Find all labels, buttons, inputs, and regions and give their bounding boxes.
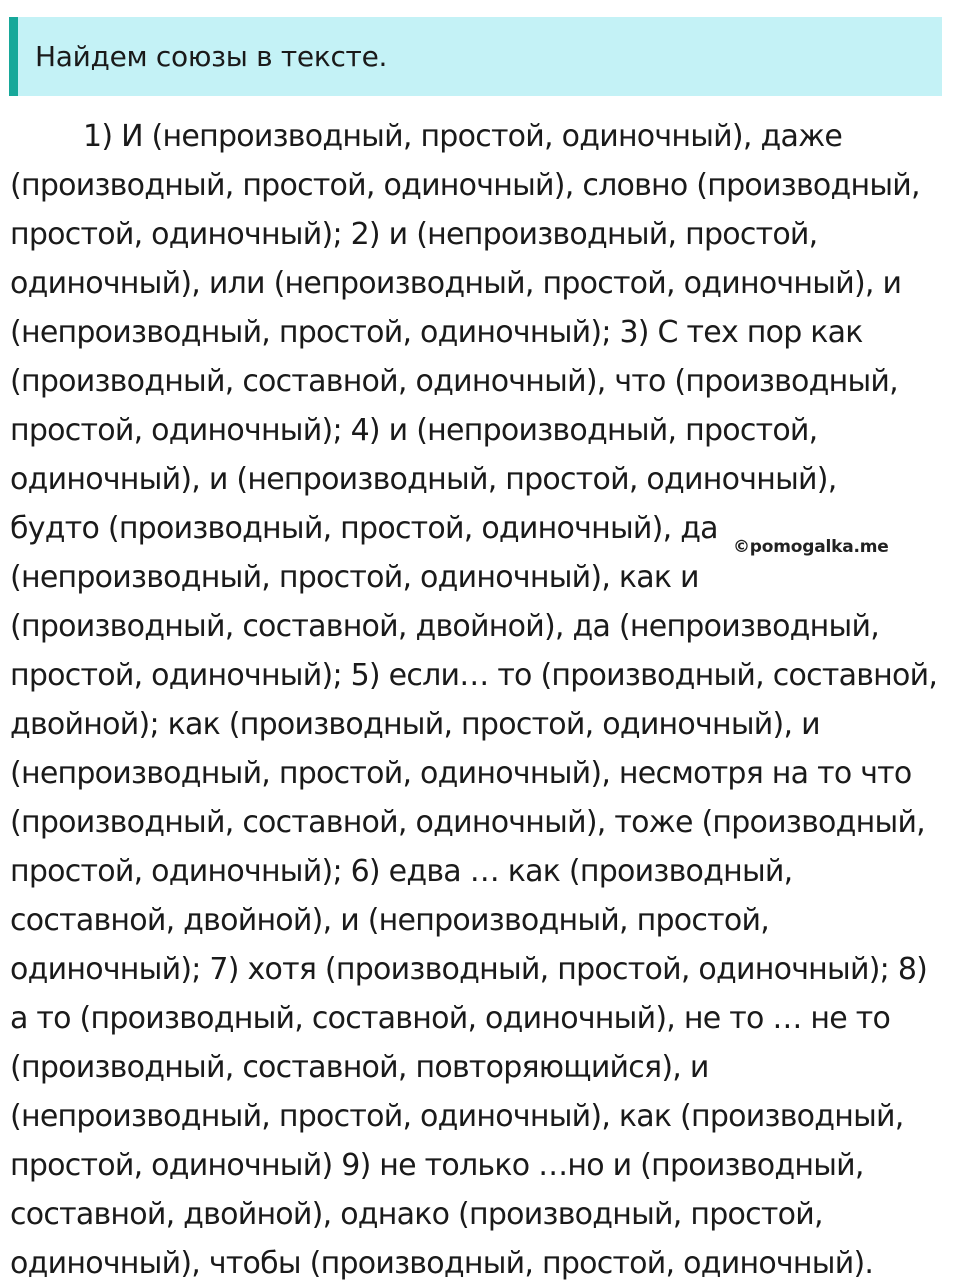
answer-line: будто (производный, простой, одиночный), да (10, 511, 718, 546)
answer-line: простой, одиночный); 4) и (непроизводный, простой, (10, 413, 818, 448)
answer-line: составной, двойной), и (непроизводный, простой, (10, 903, 769, 938)
answer-line: 1) И (непроизводный, простой, одиночный), даже (83, 119, 843, 154)
task-title: Найдем союзы в тексте. (35, 40, 388, 73)
answer-line: (производный, составной, одиночный), что (производный, (10, 364, 898, 399)
answer-line: простой, одиночный); 6) едва … как (производный, (10, 854, 793, 889)
answer-line: (производный, составной, повторяющийся), и (10, 1050, 709, 1085)
answer-line: двойной); как (производный, простой, одиночный), и (10, 707, 820, 742)
answer-text (10, 112, 955, 1288)
answer-line: (производный, составной, двойной), да (непроизводный, (10, 609, 880, 644)
answer-line: простой, одиночный) 9) не только …но и (производный, (10, 1148, 864, 1183)
answer-line: (производный, составной, одиночный), тоже (производный, (10, 805, 925, 840)
answer-line: (непроизводный, простой, одиночный), как и (10, 560, 699, 595)
answer-line: (непроизводный, простой, одиночный), несмотря на то что (10, 756, 912, 791)
answer-line: (непроизводный, простой, одиночный), как (производный, (10, 1099, 904, 1134)
watermark: ©pomogalka.me (733, 537, 889, 557)
answer-line: одиночный), и (непроизводный, простой, одиночный), (10, 462, 837, 497)
answer-line: одиночный), или (непроизводный, простой, одиночный), и (10, 266, 902, 301)
answer-line: (производный, простой, одиночный), словно (производный, (10, 168, 920, 203)
answer-line: а то (производный, составной, одиночный), не то … не то (10, 1001, 891, 1036)
answer-line: одиночный), чтобы (производный, простой, одиночный). (10, 1246, 874, 1281)
answer-line: составной, двойной), однако (производный, простой, (10, 1197, 823, 1232)
answer-line: простой, одиночный); 2) и (непроизводный, простой, (10, 217, 818, 252)
answer-line: одиночный); 7) хотя (производный, простой, одиночный); 8) (10, 952, 928, 987)
answer-line: (непроизводный, простой, одиночный); 3) С тех пор как (10, 315, 863, 350)
answer-line: простой, одиночный); 5) если… то (производный, составной, (10, 658, 938, 693)
task-header (9, 17, 942, 96)
